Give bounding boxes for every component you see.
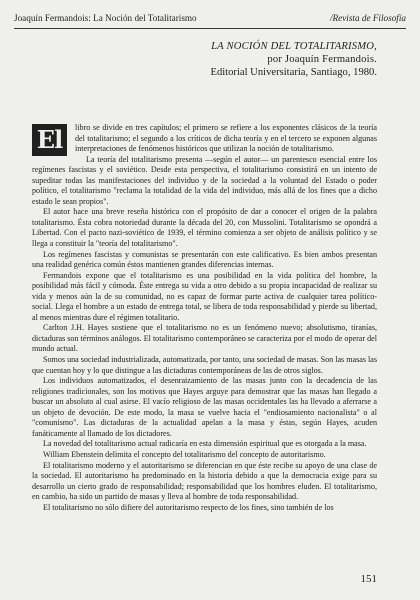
paragraph: Los individuos automatizados, el desenraizamiento de las masas junto con la decadencia de las religiones tradicionales, son los motivos que Hayes arguye para demostrar que las masas han llegado a buscar un absoluto al cual asirse. El vacío religioso de las masas occidentales las ha llevado a aferrarse a un objeto de devoción. De este modo, la masa se vuelve hacia el "endiosamiento nacionalista" o al "comunismo". Las dictaduras de la actualidad apelan a la masa y éstas, según Hayes, acuden fanáticamente al llamado de los dictadores. <box>32 376 377 438</box>
running-header-journal: /Revista de Filosofía <box>329 13 406 23</box>
paragraph: El autor hace una breve reseña histórica con el propósito de dar a conocer el origen de la palabra totalitarismo. Ésta cobra notoriedad durante la década del 20, con Mussolini. Totalitarismo se opondrá a Libertad. Con el pacto nazi-soviético de 1939, el término comienza a ser objeto de análisis político y se llega a constituir la "teoría del totalitarismo". <box>32 207 377 249</box>
review-author: por Joaquín Fermandois. <box>267 54 377 66</box>
paragraph: El totalitarismo no sólo difiere del autoritarismo respecto de los fines, sino también de los <box>43 502 334 512</box>
paragraph: Carlton J.H. Hayes sostiene que el totalitarismo no es un fenómeno nuevo; absolutismo, tiranías, dictaduras son términos análogos. El totalitarismo contemporáneo se caracteriza por el modo de operar del mundo actual. <box>32 323 377 354</box>
review-publisher: Editorial Universitaria, Santiago, 1980. <box>210 67 377 79</box>
paragraph: Somos una sociedad industrializada, automatizada, por tanto, una sociedad de masas. Son las masas las que cuentan hoy y lo que distingue a las dictaduras contemporáneas de las de otros siglos. <box>32 355 378 375</box>
review-heading <box>210 40 377 80</box>
paragraph: William Ebenstein delimita el concepto del totalitarismo del concepto de autoritarismo. <box>43 449 326 459</box>
review-body <box>32 123 377 513</box>
running-header-author-title: Joaquín Fermandois: La Noción del Totalitarismo <box>14 13 197 23</box>
header-rule <box>14 28 406 29</box>
paragraph: La novedad del totalitarismo actual radicaría en esta dimensión espiritual que es otorgada a la masa. <box>43 439 367 449</box>
drop-cap: El <box>32 124 67 156</box>
paragraph: El totalitarismo moderno y el autoritarismo se diferencian en que éste recibe su apoyo de una clase de la sociedad. El autoritarismo ha predominado en la historia debido a que la democracia exige para su desarrollo un cierto grado de responsabilidad; responsabilidad que los hombres eluden. El totalitarismo, en cambio, ha sido un partido de masas y lleva al hombre de toda responsabilidad. <box>32 460 377 502</box>
page-number: 151 <box>360 573 377 585</box>
paragraph: La teoría del totalitarismo presenta —según el autor— un parentesco esencial entre los regímenes fascistas y el soviético. Desde esta perspectiva, el totalitarismo consistirá en un intento de supeditar todas las manifestaciones del individuo y de la sociedad a la voluntad del Estado o poder político, el totalitarismo "reclama la totalidad de la vida del individuo, más allá de los fines que a dicho estado le sean propios". <box>32 154 377 206</box>
paragraph: Los regímenes fascistas y comunistas se presentarán con este calificativo. Es bien ambos presentan una realidad genérica común éstos mantienen grandes diferencias internas. <box>32 249 377 270</box>
paragraph-text: libro se divide en tres capítulos; el primero se refiere a los exponentes clásicos de la teoría del totalitarismo; el segundo a los críticos de dicha teoría y en el tercero se exponen algunas interpretaciones de fenómenos históricos que utilizan la noción de totalitarismo. <box>75 123 377 154</box>
running-header <box>14 13 406 24</box>
paragraph <box>32 123 377 155</box>
paragraph: Fermandois expone que el totalitarismo es una posibilidad en la vida política del hombre, la posibilidad más fácil y cómoda. Éste entrega su vida a otro debido a su propia incapacidad de realizar su vida y menos aún la de su comunidad, no es capaz de formar parte activa de cualquier tarea político-social. Llega el hombre a un estado de entrega total, se libera de toda responsabilidad y pierde su libertad, al menos mientras dure el régimen totalitario. <box>32 270 377 322</box>
review-title: LA NOCIÓN DEL TOTALITARISMO, <box>211 41 377 52</box>
